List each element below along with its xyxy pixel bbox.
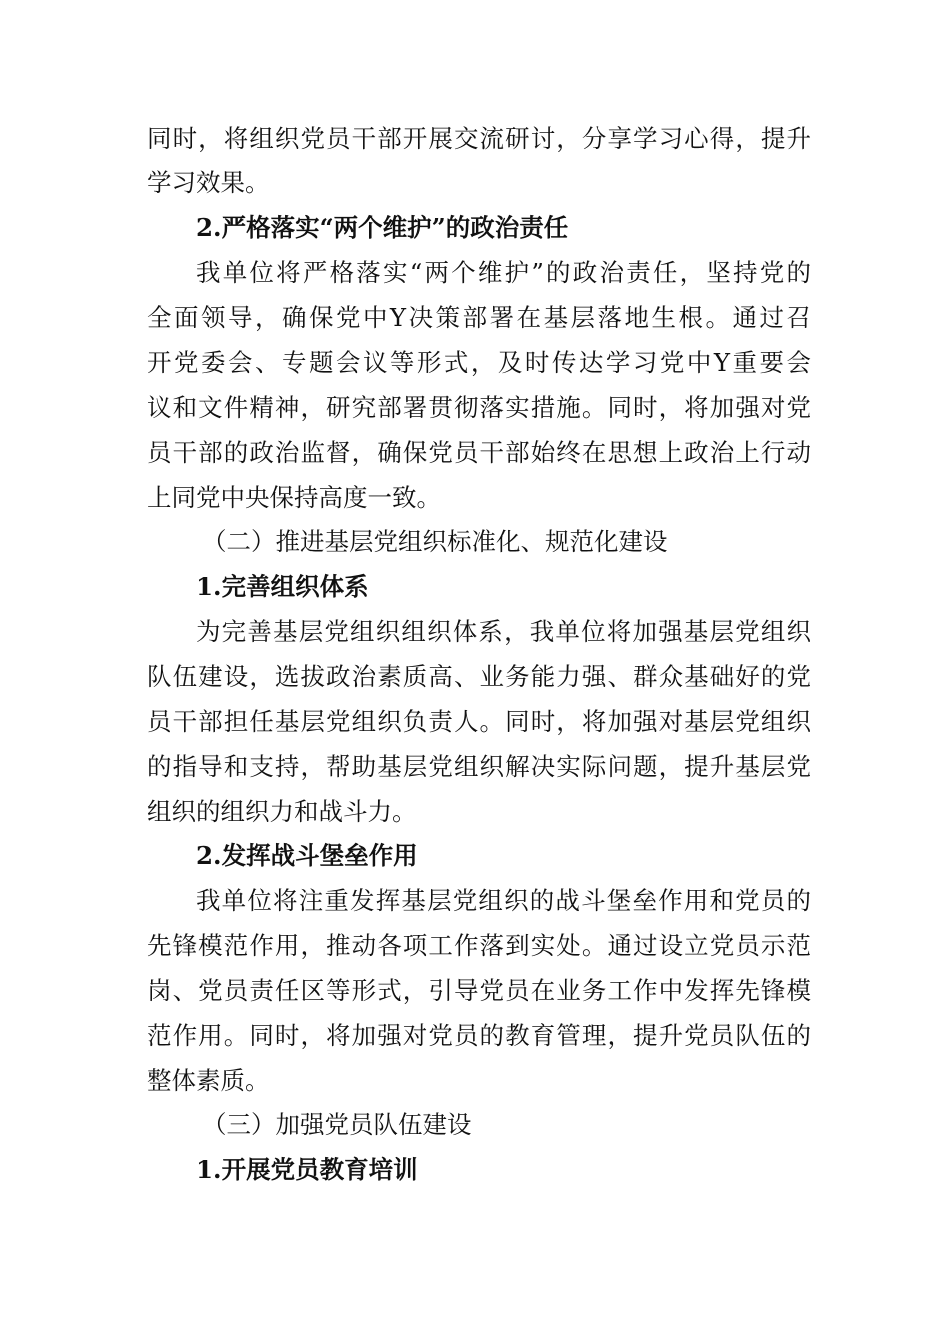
paragraph-line: 先锋模范作用，推动各项工作落到实处。通过设立党员示范: [147, 931, 811, 960]
section-heading: （三）加强党员队伍建设: [202, 1110, 472, 1139]
subheading: 2.严格落实“两个维护”的政治责任: [196, 213, 569, 242]
paragraph-line: 队伍建设，选拔政治素质高、业务能力强、群众基础好的党: [147, 662, 811, 691]
paragraph-line: 组织的组织力和战斗力。: [147, 797, 417, 826]
paragraph-line: 整体素质。: [147, 1066, 270, 1095]
paragraph-line: 为完善基层党组织组织体系，我单位将加强基层党组织: [196, 617, 811, 646]
subheading: 2.发挥战斗堡垒作用: [196, 841, 418, 870]
paragraph-line: 我单位将严格落实“两个维护”的政治责任，坚持党的: [196, 258, 811, 287]
paragraph-line: 员干部担任基层党组织负责人。同时，将加强对基层党组织: [147, 707, 811, 736]
paragraph-line: 的指导和支持，帮助基层党组织解决实际问题，提升基层党: [147, 752, 811, 781]
paragraph-line: 议和文件精神，研究部署贯彻落实措施。同时，将加强对党: [147, 393, 811, 422]
paragraph-line: 上同党中央保持高度一致。: [147, 483, 441, 512]
section-heading: （二）推进基层党组织标准化、规范化建设: [202, 527, 668, 556]
paragraph-line: 全面领导，确保党中Y决策部署在基层落地生根。通过召: [147, 303, 811, 332]
paragraph-line: 范作用。同时，将加强对党员的教育管理，提升党员队伍的: [147, 1021, 811, 1050]
paragraph-line: 岗、党员责任区等形式，引导党员在业务工作中发挥先锋模: [147, 976, 811, 1005]
subheading: 1.开展党员教育培训: [196, 1155, 418, 1184]
paragraph-line: 同时，将组织党员干部开展交流研讨，分享学习心得，提升: [147, 124, 811, 153]
paragraph-line: 我单位将注重发挥基层党组织的战斗堡垒作用和党员的: [196, 886, 811, 915]
paragraph-line: 员干部的政治监督，确保党员干部始终在思想上政治上行动: [147, 438, 811, 467]
paragraph-line: 开党委会、专题会议等形式，及时传达学习党中Y重要会: [147, 348, 811, 377]
subheading: 1.完善组织体系: [196, 572, 369, 601]
paragraph-line: 学习效果。: [147, 168, 270, 197]
